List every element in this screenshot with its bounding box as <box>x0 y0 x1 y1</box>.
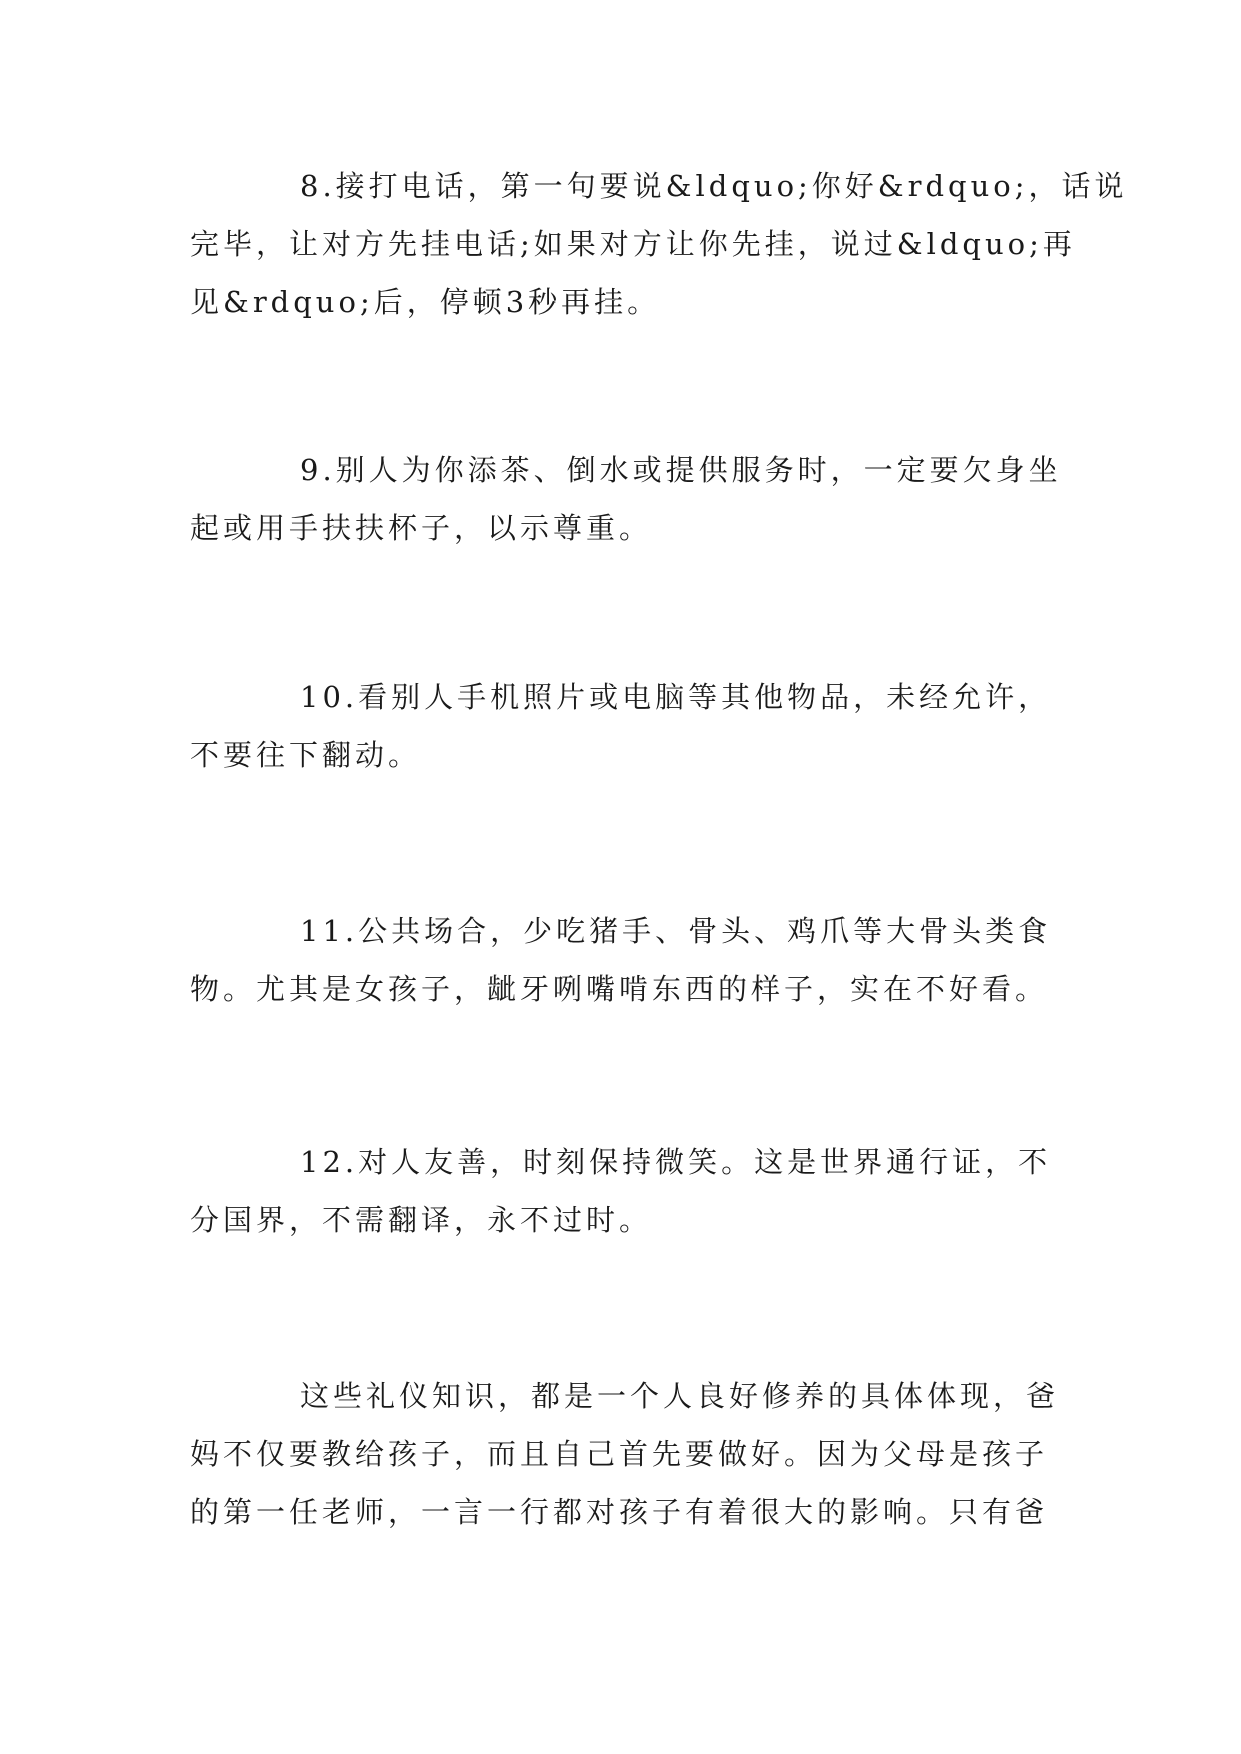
paragraph-privacy-etiquette <box>190 668 1060 784</box>
paragraph-conclusion <box>190 1367 1060 1541</box>
paragraph-line: 不要往下翻动。 <box>190 738 422 772</box>
paragraph-phone-etiquette <box>190 157 1128 331</box>
paragraph-line: 完毕，让对方先挂电话;如果对方让你先挂，说过&ldquo;再 <box>190 227 1076 261</box>
paragraph-line: 物。尤其是女孩子，龇牙咧嘴啃东西的样子，实在不好看。 <box>190 972 1049 1006</box>
paragraph-line: 分国界，不需翻译，永不过时。 <box>190 1203 653 1237</box>
paragraph-line: 10.看别人手机照片或电脑等其他物品，未经允许， <box>300 680 1052 714</box>
paragraph-line: 这些礼仪知识，都是一个人良好修养的具体体现，爸 <box>300 1379 1060 1413</box>
paragraph-smile-etiquette <box>190 1133 1060 1249</box>
paragraph-line: 11.公共场合，少吃猪手、骨头、鸡爪等大骨头类食 <box>300 914 1052 948</box>
paragraph-line: 8.接打电话，第一句要说&ldquo;你好&rdquo;，话说 <box>300 169 1128 203</box>
paragraph-dining-etiquette <box>190 902 1060 1018</box>
paragraph-line: 见&rdquo;后，停顿3秒再挂。 <box>190 285 661 319</box>
paragraph-line: 起或用手扶扶杯子，以示尊重。 <box>190 511 653 545</box>
paragraph-line: 9.别人为你添茶、倒水或提供服务时，一定要欠身坐 <box>300 453 1062 487</box>
paragraph-line: 妈不仅要教给孩子，而且自己首先要做好。因为父母是孩子 <box>190 1437 1049 1471</box>
paragraph-serving-etiquette <box>190 441 1060 557</box>
paragraph-line: 的第一任老师，一言一行都对孩子有着很大的影响。只有爸 <box>190 1495 1049 1529</box>
paragraph-line: 12.对人友善，时刻保持微笑。这是世界通行证，不 <box>300 1145 1052 1179</box>
